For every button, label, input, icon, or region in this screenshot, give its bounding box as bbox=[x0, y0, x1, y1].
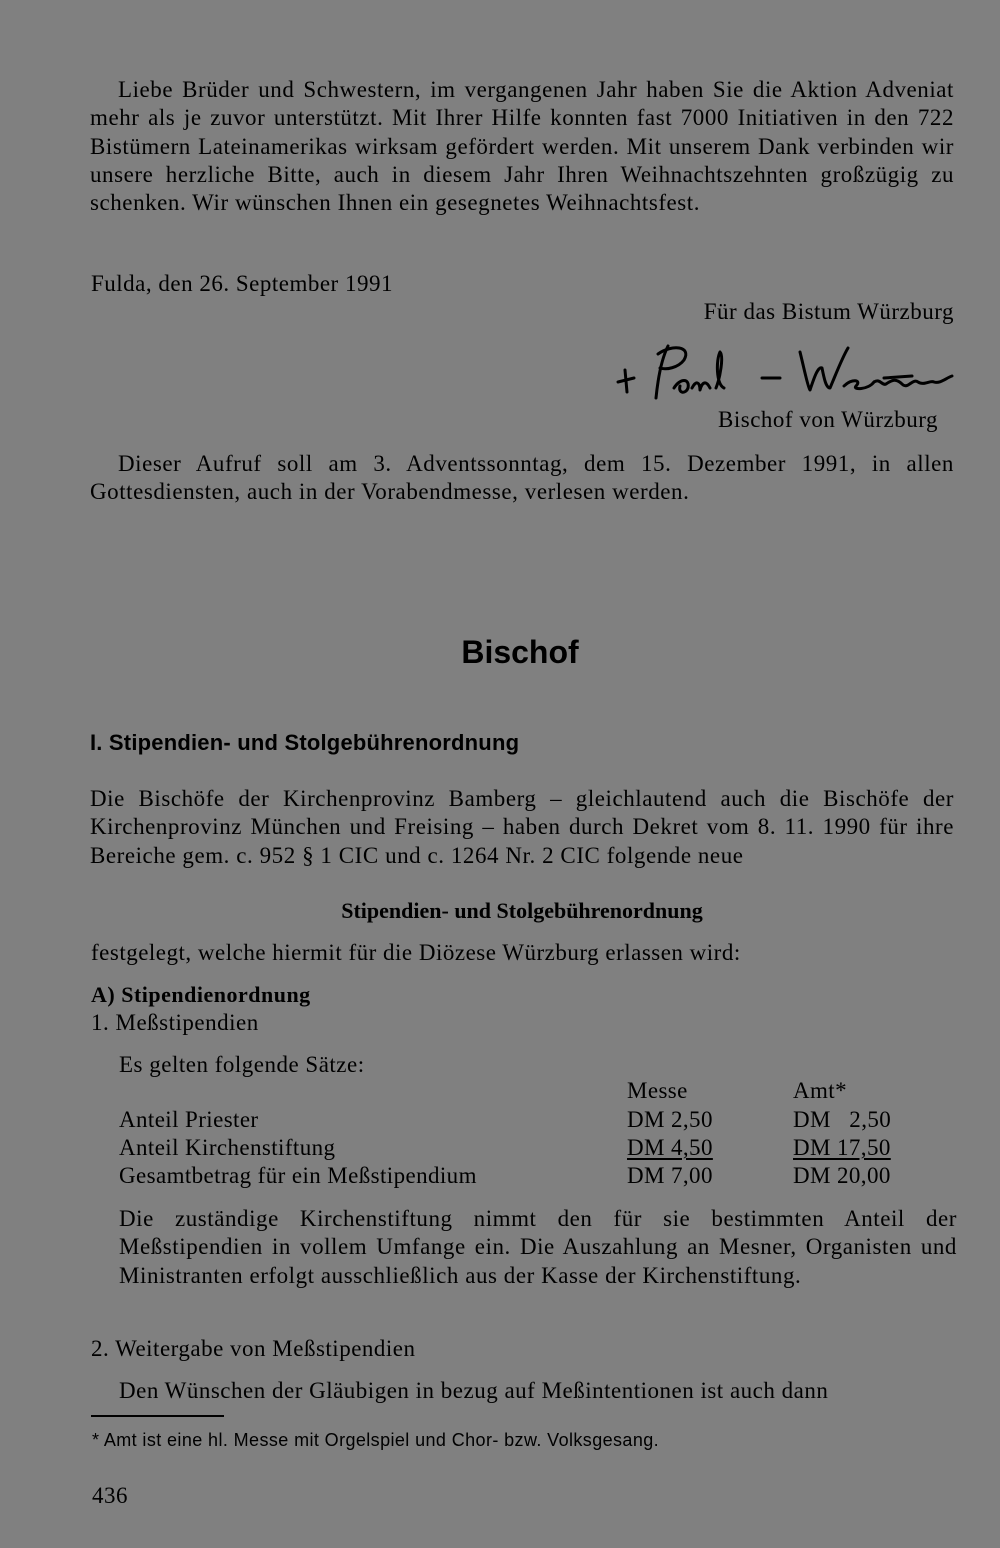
table-header-messe: Messe bbox=[627, 1078, 688, 1103]
table-cell-messe: DM 4,50 bbox=[627, 1135, 713, 1160]
subsection-title: I. Stipendien- und Stolgebührenordnung bbox=[90, 730, 520, 755]
table-cell-amt: DM 2,50 bbox=[793, 1107, 892, 1132]
item1-heading: 1. Meßstipendien bbox=[91, 1010, 259, 1035]
table-row-label: Anteil Kirchenstiftung bbox=[119, 1135, 336, 1160]
rates-note: Die zuständige Kirchenstiftung nimmt den für sie bestimmten Anteil der Meßstipendien in vollem Umfange ein. Die Auszahlung an Mesner, Organisten und Ministranten erfolgt ausschließlich aus der Kasse der Kirchenstiftung. bbox=[119, 1206, 957, 1288]
rates-intro: Es gelten folgende Sätze: bbox=[119, 1052, 365, 1077]
place-date: Fulda, den 26. September 1991 bbox=[91, 271, 393, 296]
table-cell-messe: DM 7,00 bbox=[627, 1163, 713, 1188]
page-number: 436 bbox=[92, 1483, 128, 1508]
for-diocese-line: Für das Bistum Würzburg bbox=[703, 299, 954, 324]
item2-text: Den Wünschen der Gläubigen in bezug auf Meßintentionen ist auch dann bbox=[119, 1378, 829, 1403]
enacted-line: festgelegt, welche hiermit für die Diözese Würzburg erlassen wird: bbox=[91, 940, 741, 965]
signature-image bbox=[612, 338, 962, 410]
table-cell-amt: DM 20,00 bbox=[793, 1163, 891, 1188]
table-cell-amt: DM 17,50 bbox=[793, 1135, 891, 1160]
part-a-heading: A) Stipendienordnung bbox=[91, 982, 311, 1007]
regulation-title: Stipendien- und Stolgebührenordnung bbox=[341, 898, 703, 923]
section-title: Bischof bbox=[461, 634, 579, 670]
table-row-label: Gesamtbetrag für ein Meßstipendium bbox=[119, 1163, 477, 1188]
footnote: * Amt ist eine hl. Messe mit Orgelspiel und Chor- bzw. Volksgesang. bbox=[92, 1430, 660, 1450]
signer-title: Bischof von Würzburg bbox=[718, 407, 938, 432]
item2-heading: 2. Weitergabe von Meßstipendien bbox=[91, 1336, 416, 1361]
table-row-label: Anteil Priester bbox=[119, 1107, 259, 1132]
table-cell-messe: DM 2,50 bbox=[627, 1107, 713, 1132]
reading-note: Dieser Aufruf soll am 3. Adventssonntag, dem 15. Dezember 1991, in allen Gottesdiensten, auch in der Vorabendmesse, verlesen werden. bbox=[90, 451, 954, 505]
intro-paragraph: Die Bischöfe der Kirchenprovinz Bamberg – gleichlautend auch die Bischöfe der Kirchenprovinz München und Freising – haben durch Dekret vom 8. 11. 1990 für ihre Bereiche gem. c. 952 § 1 CIC und c. 1264 Nr. 2 CIC folgende neue bbox=[90, 786, 954, 868]
letter-paragraph: Liebe Brüder und Schwestern, im vergangenen Jahr haben Sie die Aktion Adveniat mehr als je zuvor unterstützt. Mit Ihrer Hilfe konnten fast 7000 Initiativen in den 722 Bistümern Lateinamerikas wirksam gefördert werden. Mit unserem Dank verbinden wir unsere herzliche Bitte, auch in diesem Jahr Ihren Weihnachtszehnten großzügig zu schenken. Wir wünschen Ihnen ein gesegnetes Weihnachtsfest. bbox=[90, 77, 954, 216]
table-header-amt: Amt* bbox=[793, 1078, 847, 1103]
footnote-rule bbox=[91, 1415, 224, 1417]
